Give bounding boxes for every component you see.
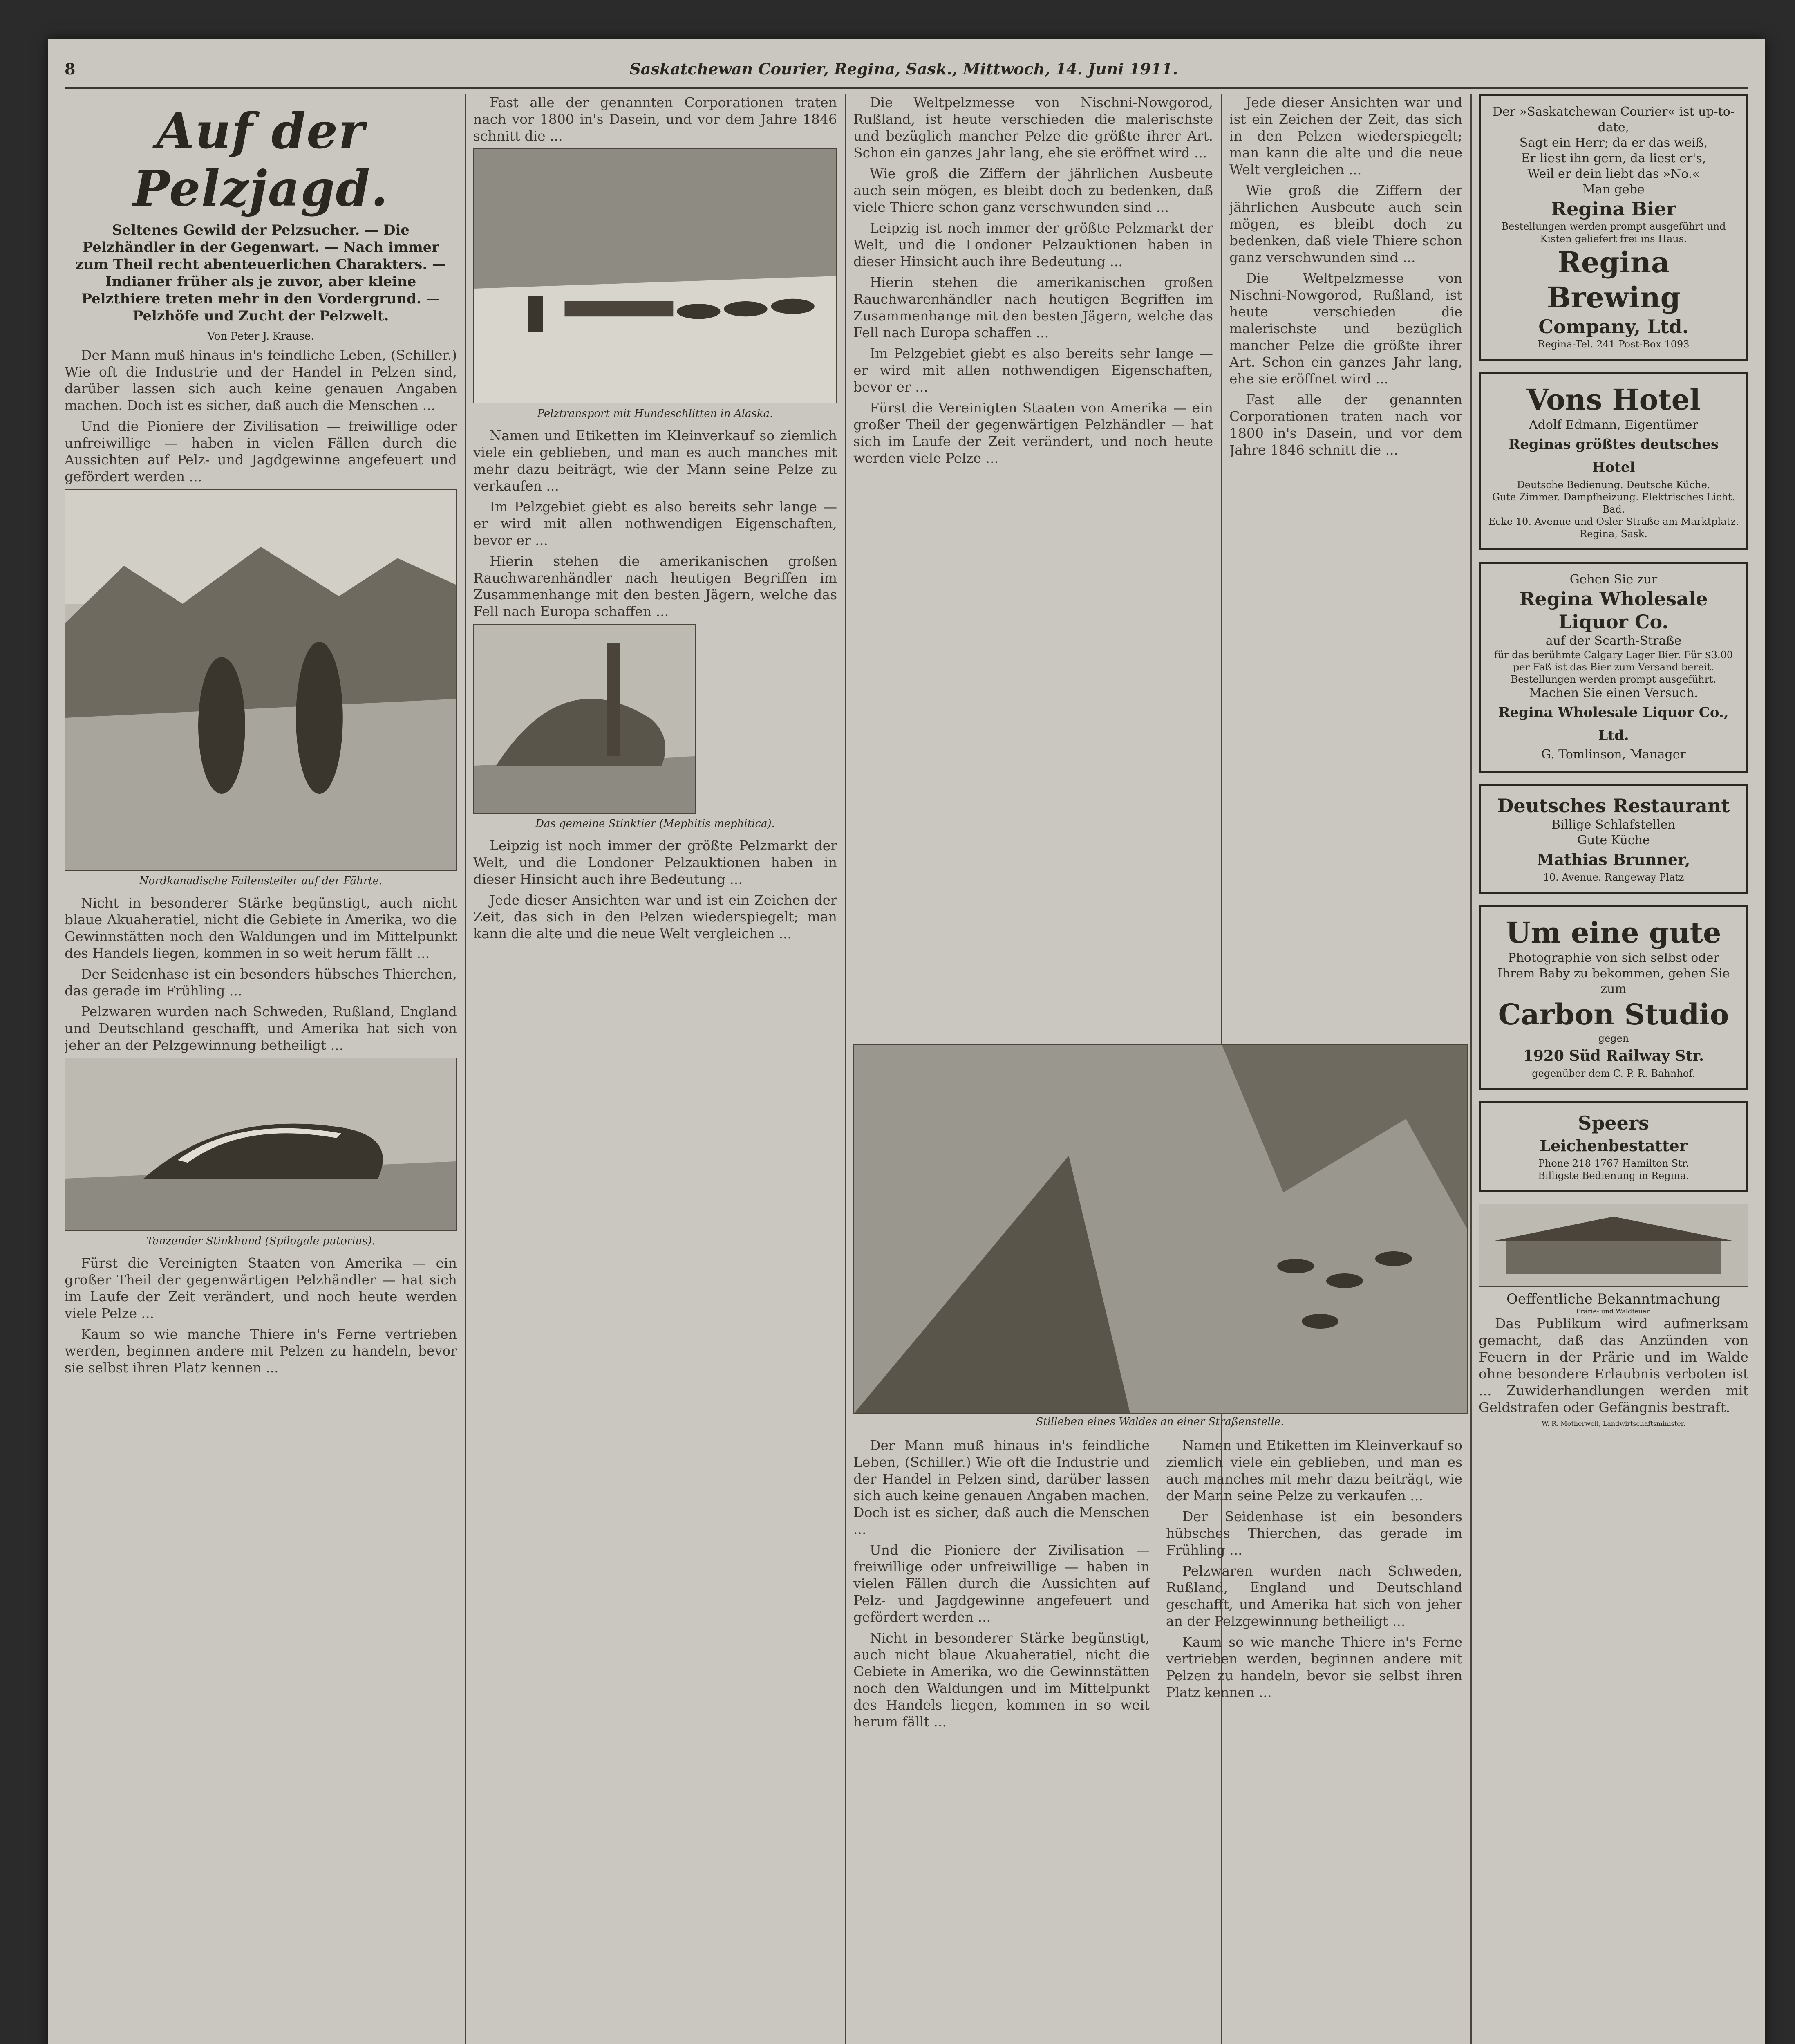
ad-vons-hotel (1479, 372, 1748, 550)
ad-text: Deutsche Bedienung. Deutsche Küche. (1517, 479, 1710, 491)
ad-text: für das berühmte Calgary Lager Bier. Für $3.00 per Faß ist das Bier zum Versand bereit. Bestellungen werden prompt ausgeführt. (1494, 649, 1733, 685)
ad-text: gegen (1598, 1033, 1629, 1044)
article-title: Auf der Pelzjagd. (133, 102, 389, 217)
ad-text: Der »Saskatchewan Courier« ist up-to-date, (1492, 105, 1735, 134)
columns-3-4-lower (853, 1437, 1462, 2044)
ad-text: Gute Küche (1577, 833, 1650, 847)
article-byline: Von Peter J. Krause. (207, 330, 314, 343)
paragraph: Fast alle der genannten Corporationen traten nach vor 1800 in's Dasein, und vor dem Jahre 1846 schnitt die ... (473, 94, 837, 144)
paragraph: Namen und Etiketten im Kleinverkauf so ziemlich viele ein geblieben, und man es auch manches mit mehr dazu beiträgt, wie der Mann seine Pelze zu verkaufen ... (473, 428, 837, 494)
ad-text: Weil er dein liebt das »No.« (1527, 167, 1700, 181)
notice (1479, 1204, 1748, 1428)
notice-signature: W. R. Motherwell, Landwirtschaftsminister. (1542, 1420, 1685, 1428)
ads-column (1479, 94, 1748, 2044)
notice-body: Das Publikum wird aufmerksam gemacht, daß das Anzünden von Feuern in der Prärie und im Walde ohne besondere Erlaubnis verboten ist ... Zuwiderhandlungen werden mit Geldstrafen oder Gefängnis bestraft. (1479, 1316, 1748, 1415)
ad-text: Billige Schlafstellen (1551, 818, 1676, 832)
paragraph: Der Seidenhase ist ein besonders hübsches Thierchen, das gerade im Frühling ... (65, 966, 457, 999)
paragraph: Fast alle der genannten Corporationen traten nach vor 1800 in's Dasein, und vor dem Jahre 1846 schnitt die ... (1229, 392, 1462, 458)
notice-subtitle: Prärie- und Waldfeuer. (1576, 1307, 1651, 1315)
ad-speers (1479, 1101, 1748, 1192)
paragraph: Die Weltpelzmesse von Nischni-Nowgorod, Rußland, ist heute verschieden die malerischste und bezüglich mancher Pelze die größte ihrer Art. Schon ein ganzes Jahr lang, ehe sie eröffnet wird ... (1229, 270, 1462, 387)
paragraph: Jede dieser Ansichten war und ist ein Zeichen der Zeit, das sich in den Pelzen wiederspiegelt; man kann die alte und die neue Welt vergleichen ... (1229, 94, 1462, 177)
trappers-illustration (65, 489, 457, 871)
ad-owner: Mathias Brunner, (1537, 850, 1690, 869)
paragraph: Wie groß die Ziffern der jährlichen Ausbeute auch sein mögen, es bleibt doch zu bedenken, daß viele Thiere schon ganz verschwunden sind ... (853, 166, 1213, 215)
ad-text: Reginas größtes deutsches Hotel (1509, 436, 1719, 475)
ad-restaurant (1479, 784, 1748, 894)
ad-company: Regina Brewing (1547, 245, 1681, 314)
notice-title: Oeffentliche Bekanntmachung (1506, 1291, 1721, 1307)
ad-title: Regina Wholesale Liquor Co., Ltd. (1498, 704, 1729, 744)
building-illustration (1479, 1204, 1748, 1287)
ad-title: Um eine gute (1506, 916, 1721, 950)
paragraph: Hierin stehen die amerikanischen großen Rauchwarenhändler nach heutigen Begriffen im Zusammenhange mit den besten Jägern, welche das Fell nach Europa schaffen ... (473, 553, 837, 619)
ad-phone: Regina-Tel. 241 Post-Box 1093 (1538, 338, 1690, 350)
column-2 (473, 94, 837, 2044)
ad-address: Ecke 10. Avenue und Osler Straße am Marktplatz. Regina, Sask. (1488, 516, 1739, 540)
newspaper-page (48, 39, 1765, 2044)
ad-address: 10. Avenue. Rangeway Platz (1543, 872, 1684, 883)
ad-regina-bier (1479, 94, 1748, 361)
paragraph: Nicht in besonderer Stärke begünstigt, auch nicht blaue Akuaheratiel, nicht die Gebiete in Amerika, wo die Gewinnstätten noch den Waldungen und im Mittelpunkt des Handels liegen, kommen in so weit herum fällt ... (853, 1630, 1150, 1730)
page-number: 8 (65, 59, 76, 78)
page-header (65, 50, 1748, 89)
column-rule (845, 94, 846, 2044)
ad-text: Sagt ein Herr; da er das weiß, (1519, 136, 1708, 150)
ad-brand: Regina Bier (1551, 198, 1676, 220)
paragraph: Und die Pioniere der Zivilisation — freiwillige oder unfreiwillige — haben in vielen Fällen durch die Aussichten auf Pelz- und Jagdgewinne angefeuert und gefördert werden ... (853, 1542, 1150, 1625)
figure-caption: Pelztransport mit Hundeschlitten in Alaska. (537, 408, 773, 420)
paragraph: Fürst die Vereinigten Staaten von Amerika — ein großer Theil der gegenwärtigen Pelzhändler — hat sich im Laufe der Zeit verändert, und noch heute werden viele Pelze ... (853, 400, 1213, 466)
paragraph: Der Seidenhase ist ein besonders hübsches Thierchen, das gerade im Frühling ... (1166, 1508, 1462, 1558)
paragraph: Im Pelzgebiet giebt es also bereits sehr lange — er wird mit allen nothwendigen Eigenschaften, bevor er ... (473, 499, 837, 548)
ad-company: Company, Ltd. (1538, 316, 1689, 338)
ad-address: 1920 Süd Railway Str. (1523, 1047, 1704, 1065)
ad-text: Gute Zimmer. Dampfheizung. Elektrisches Licht. Bad. (1492, 491, 1735, 515)
paragraph: Kaum so wie manche Thiere in's Ferne vertrieben werden, beginnen andere mit Pelzen zu handeln, bevor sie selbst ihren Platz kennen ... (1166, 1634, 1462, 1700)
paragraph: Pelzwaren wurden nach Schweden, Rußland, England und Deutschland geschafft, und Amerika hat sich von jeher an der Pelzgewinnung betheiligt ... (1166, 1563, 1462, 1629)
ad-title: Vons Hotel (1526, 383, 1701, 417)
stinktier-illustration (473, 624, 696, 814)
ad-text: Phone 218 1767 Hamilton Str. (1538, 1158, 1689, 1169)
ad-text: Gehen Sie zur (1569, 572, 1658, 587)
column-4 (1229, 94, 1462, 1034)
column-rule (1470, 94, 1472, 2044)
ad-text: gegenüber dem C. P. R. Bahnhof. (1532, 1068, 1695, 1079)
figure-caption: Nordkanadische Fallensteller auf der Fährte. (139, 875, 383, 887)
forest-illustration (853, 1044, 1468, 1414)
ad-text: Machen Sie einen Versuch. (1529, 686, 1698, 700)
figure-caption: Tanzender Stinkhund (Spilogale putorius). (146, 1235, 376, 1247)
ad-text: G. Tomlinson, Manager (1541, 747, 1686, 762)
skunk-illustration (65, 1058, 457, 1231)
paragraph: Der Mann muß hinaus in's feindliche Leben, (Schiller.) Wie oft die Industrie und der Handel in Pelzen sind, darüber lassen sich auch keine genauen Angaben machen. Doch ist es sicher, daß auch die Menschen ... (65, 347, 457, 413)
paragraph: Die Weltpelzmesse von Nischni-Nowgorod, Rußland, ist heute verschieden die malerischste und bezüglich mancher Pelze die größte ihrer Art. Schon ein ganzes Jahr lang, ehe sie eröffnet wird ... (853, 94, 1213, 161)
masthead: Saskatchewan Courier, Regina, Sask., Mittwoch, 14. Juni 1911. (629, 59, 1178, 78)
ad-text: Er liest ihn gern, da liest er's, (1521, 151, 1706, 166)
ad-title: Carbon Studio (1498, 997, 1729, 1031)
paragraph: Hierin stehen die amerikanischen großen Rauchwarenhändler nach heutigen Begriffen im Zusammenhange mit den besten Jägern, welche das Fell nach Europa schaffen ... (853, 274, 1213, 341)
ad-text: Bestellungen werden prompt ausgeführt und Kisten geliefert frei ins Haus. (1501, 221, 1726, 244)
figure-caption: Stilleben eines Waldes an einer Straßenstelle. (1036, 1416, 1284, 1428)
paragraph: Im Pelzgebiet giebt es also bereits sehr lange — er wird mit allen nothwendigen Eigenschaften, bevor er ... (853, 345, 1213, 395)
paragraph: Namen und Etiketten im Kleinverkauf so ziemlich viele ein geblieben, und man es auch manches mit mehr dazu beiträgt, wie der Mann seine Pelze zu verkaufen ... (1166, 1437, 1462, 1504)
ad-text: auf der Scarth-Straße (1545, 634, 1682, 648)
paragraph: Fürst die Vereinigten Staaten von Amerika — ein großer Theil der gegenwärtigen Pelzhändler — hat sich im Laufe der Zeit verändert, und noch heute werden viele Pelze ... (65, 1255, 457, 1321)
paragraph: Pelzwaren wurden nach Schweden, Rußland, England und Deutschland geschafft, und Amerika hat sich von jeher an der Pelzgewinnung betheiligt ... (65, 1004, 457, 1053)
paragraph: Jede dieser Ansichten war und ist ein Zeichen der Zeit, das sich in den Pelzen wiederspiegelt; man kann die alte und die neue Welt vergleichen ... (473, 892, 837, 941)
ad-text: Adolf Edmann, Eigentümer (1529, 418, 1698, 432)
paragraph: Nicht in besonderer Stärke begünstigt, auch nicht blaue Akuaheratiel, nicht die Gebiete in Amerika, wo die Gewinnstätten noch den Waldungen und im Mittelpunkt des Handels liegen, kommen in so weit herum fällt ... (65, 895, 457, 961)
paragraph: Leipzig ist noch immer der größte Pelzmarkt der Welt, und die Londoner Pelzauktionen haben in dieser Hinsicht auch ihre Bedeutung ... (473, 838, 837, 887)
column-1 (65, 94, 457, 2044)
column-rule (465, 94, 466, 2044)
paragraph: Kaum so wie manche Thiere in's Ferne vertrieben werden, beginnen andere mit Pelzen zu handeln, bevor sie selbst ihren Platz kennen ... (65, 1326, 457, 1376)
ad-text: Man gebe (1582, 182, 1645, 197)
ad-text: Billigste Bedienung in Regina. (1538, 1170, 1689, 1181)
article-subtitle: Seltenes Gewild der Pelzsucher. — Die Pelzhändler in der Gegenwart. — Nach immer zum Theil recht abenteuerlichen Charakters. — Indianer früher als je zuvor, aber kleine Pelzthiere treten mehr in den Vordergrund. — Pelzhöfe und Zucht der Pelzwelt. (75, 222, 446, 324)
ad-carbon-studio (1479, 905, 1748, 1090)
paragraph: Wie groß die Ziffern der jährlichen Ausbeute auch sein mögen, es bleibt doch zu bedenken, daß viele Thiere schon ganz verschwunden sind ... (1229, 182, 1462, 265)
ad-liquor (1479, 562, 1748, 773)
paragraph: Der Mann muß hinaus in's feindliche Leben, (Schiller.) Wie oft die Industrie und der Handel in Pelzen sind, darüber lassen sich auch keine genauen Angaben machen. Doch ist es sicher, daß auch die Menschen ... (853, 1437, 1150, 1537)
figure-caption: Das gemeine Stinktier (Mephitis mephitica). (535, 818, 775, 830)
dog-sled-illustration (473, 148, 837, 403)
ad-title: Deutsches Restaurant (1497, 795, 1730, 817)
paragraph: Leipzig ist noch immer der größte Pelzmarkt der Welt, und die Londoner Pelzauktionen haben in dieser Hinsicht auch ihre Bedeutung ... (853, 220, 1213, 269)
ad-title: Leichenbestatter (1540, 1136, 1688, 1155)
ad-title: Speers (1578, 1112, 1650, 1134)
paragraph: Und die Pioniere der Zivilisation — freiwillige oder unfreiwillige — haben in vielen Fällen durch die Aussichten auf Pelz- und Jagdgewinne angefeuert und gefördert werden ... (65, 418, 457, 484)
ad-text: Photographie von sich selbst oder Ihrem Baby zu bekommen, gehen Sie zum (1497, 951, 1730, 996)
ad-title: Regina Wholesale Liquor Co. (1519, 588, 1708, 633)
